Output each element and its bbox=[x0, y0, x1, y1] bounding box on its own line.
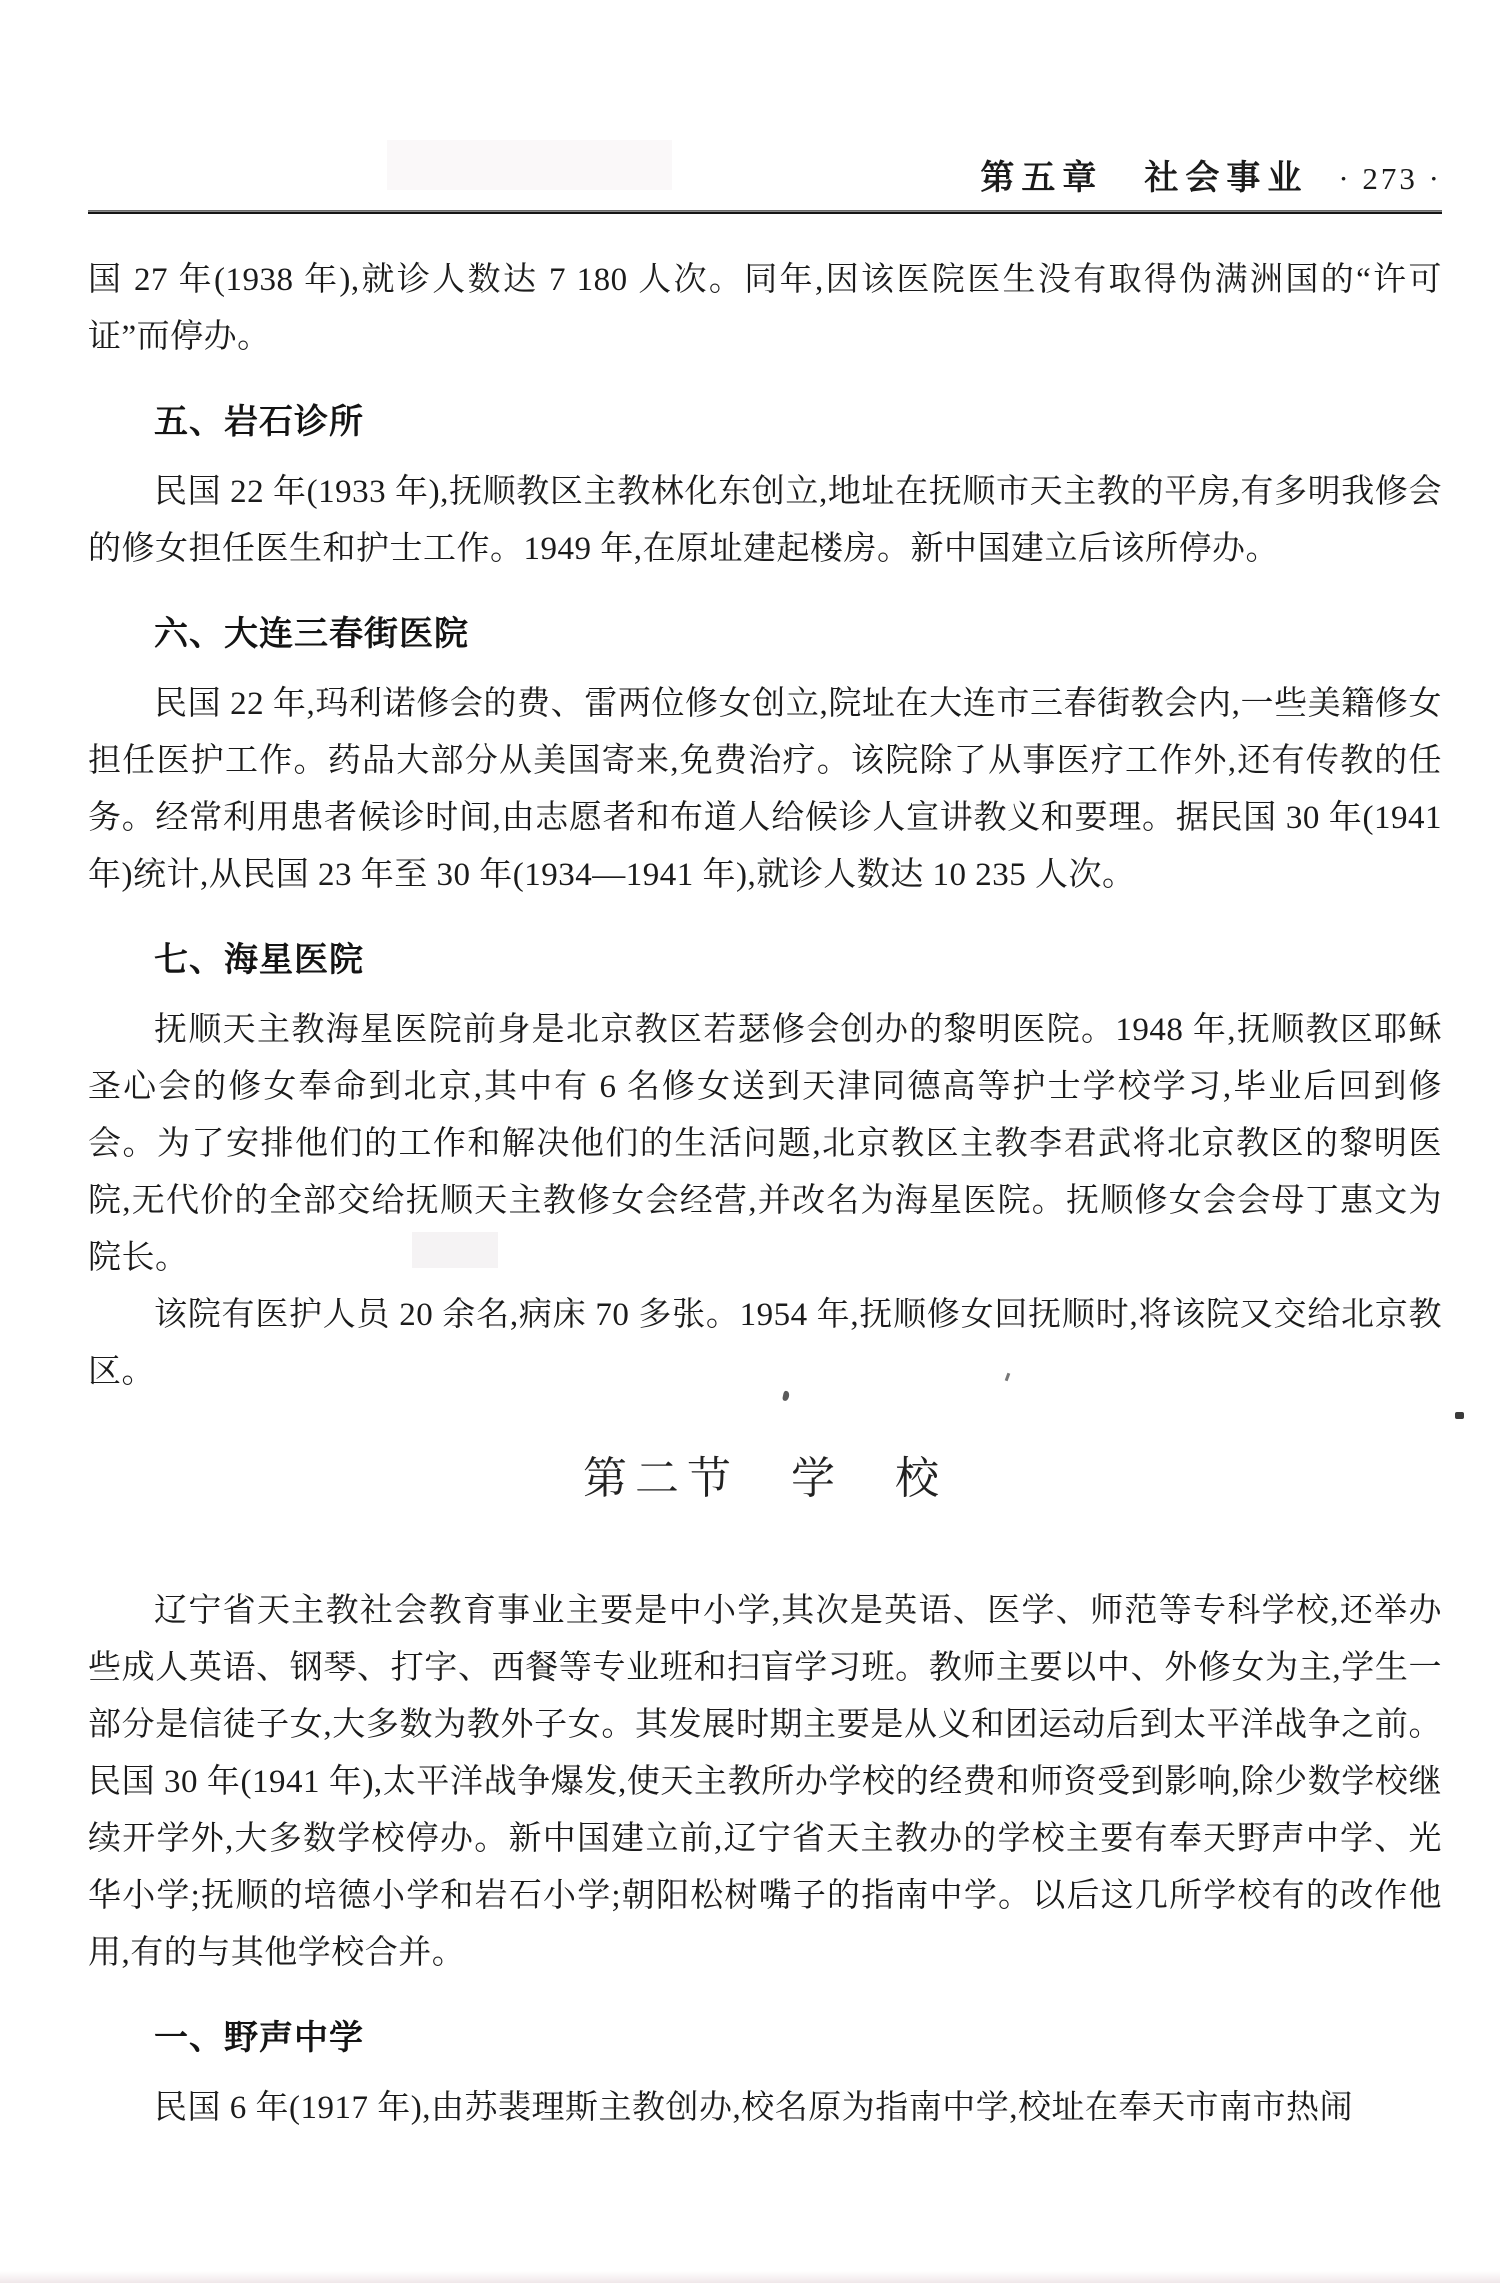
section-title-schools: 第二节 学 校 bbox=[583, 1454, 947, 1503]
header-rule bbox=[88, 210, 1442, 214]
page-number: · 273 · bbox=[1338, 161, 1442, 196]
paragraph-haixing-hospital-2: 该院有医护人员 20 余名,病床 70 多张。1954 年,抚顺修女回抚顺时,将该院又交给北京教区。 bbox=[88, 1297, 1442, 1390]
paragraph-yesheng-school: 民国 6 年(1917 年),由苏裴理斯主教创办,校名原为指南中学,校址在奉天市南市热闹 bbox=[154, 2090, 1353, 2126]
paragraph-haixing-hospital-1: 抚顺天主教海星医院前身是北京教区若瑟修会创办的黎明医院。1948 年,抚顺教区耶稣圣心会的修女奉命到北京,其中有 6 名修女送到天津同德高等护士学校学习,毕业后回到修会。为了安排他们的工作和解决他们的生活问题,北京教区主教李君武将北京教区的黎明医院,无代价的全部交给抚顺天主教修女会经营,并改名为海星医院。抚顺修女会会母丁惠文为院长。 bbox=[88, 1012, 1442, 1276]
heading-dalian-hospital: 六、大连三春街医院 bbox=[154, 615, 469, 653]
heading-yanshi-clinic: 五、岩石诊所 bbox=[154, 403, 364, 441]
chapter-title: 第五章 社会事业 bbox=[980, 159, 1309, 197]
running-head bbox=[88, 158, 1442, 198]
paragraph-dalian-hospital: 民国 22 年,玛利诺修会的费、雷两位修女创立,院址在大连市三春街教会内,一些美籍修女担任医护工作。药品大部分从美国寄来,免费治疗。该院除了从事医疗工作外,还有传教的任务。经常利用患者候诊时间,由志愿者和布道人给候诊人宣讲教义和要理。据民国 30 年(1941 年)统计,从民国 23 年至 30 年(1934—1941 年),就诊人数达 10 235 人次。 bbox=[88, 686, 1442, 893]
paragraph-yanshi-clinic: 民国 22 年(1933 年),抚顺教区主教林化东创立,地址在抚顺市天主教的平房,有多明我修会的修女担任医生和护士工作。1949 年,在原址建起楼房。新中国建立后该所停办。 bbox=[88, 474, 1442, 567]
heading-yesheng-school: 一、野声中学 bbox=[154, 2019, 364, 2057]
heading-haixing-hospital: 七、海星医院 bbox=[154, 941, 364, 979]
paragraph-intro-continuation: 国 27 年(1938 年),就诊人数达 7 180 人次。同年,因该医院医生没有取得伪满洲国的“许可证”而停办。 bbox=[88, 262, 1442, 355]
paragraph-schools-intro: 辽宁省天主教社会教育事业主要是中小学,其次是英语、医学、师范等专科学校,还举办些成人英语、钢琴、打字、西餐等专业班和扫盲学习班。教师主要以中、外修女为主,学生一部分是信徒子女,大多数为教外子女。其发展时期主要是从义和团运动后到太平洋战争之前。民国 30 年(1941 年),太平洋战争爆发,使天主教所办学校的经费和师资受到影响,除少数学校继续开学外,大多数学校停办。新中国建立前,辽宁省天主教办的学校主要有奉天野声中学、光华小学;抚顺的培德小学和岩石小学;朝阳松树嘴子的指南中学。以后这几所学校有的改作他用,有的与其他学校合并。 bbox=[88, 1593, 1442, 1971]
